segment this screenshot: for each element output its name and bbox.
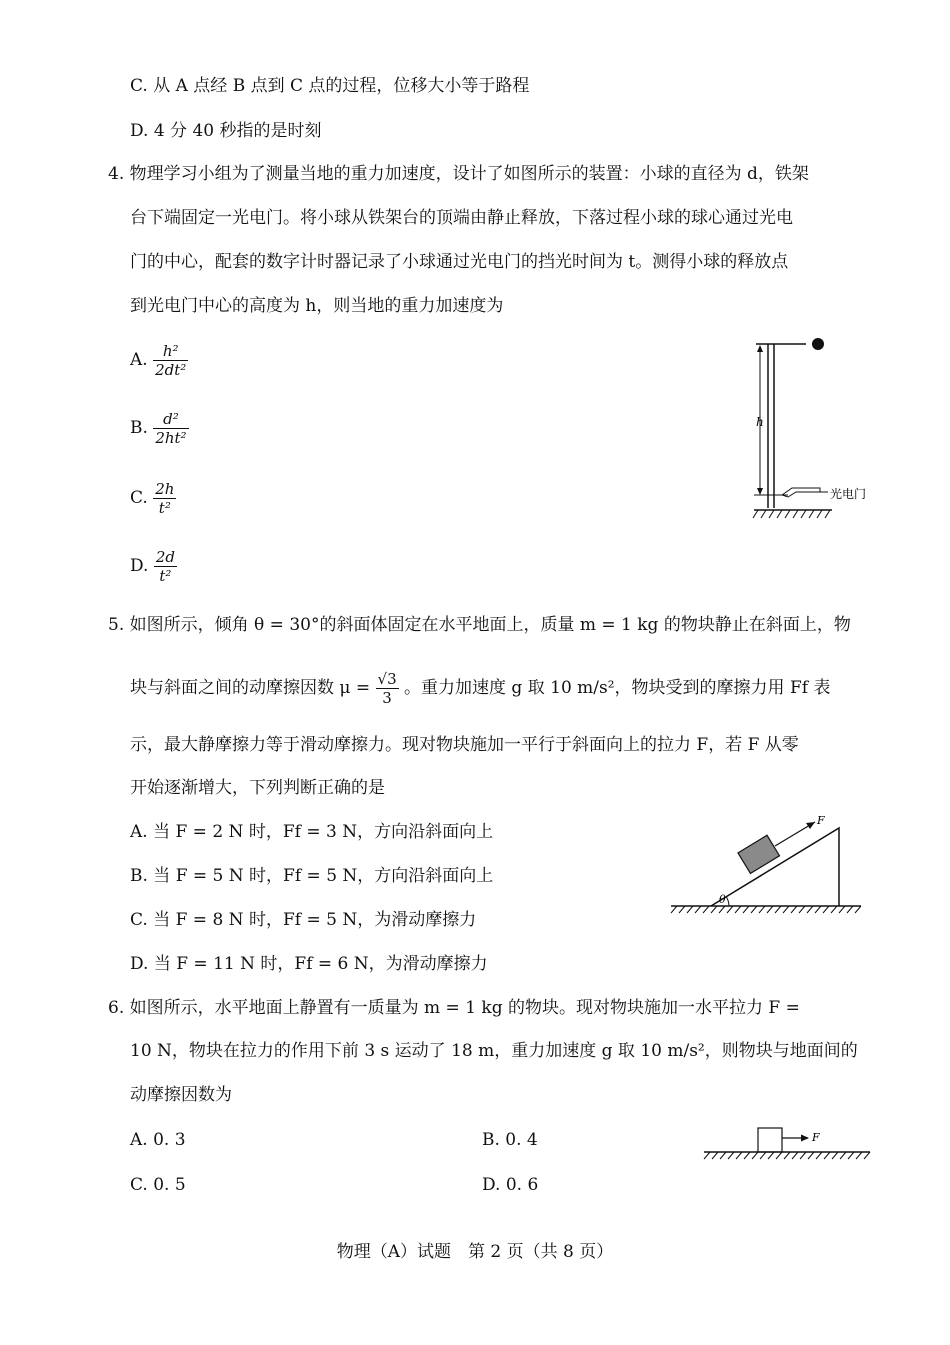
q6-stem-line-3: 动摩擦因数为 [130, 1085, 232, 1105]
q4-option-b [130, 410, 189, 447]
q6-force-arrowhead-icon [801, 1135, 809, 1142]
q4-option-c-label: C. [130, 488, 148, 508]
q5-option-a: A. 当 F = 2 N 时，Ff = 3 N，方向沿斜面向上 [130, 822, 494, 842]
q5-stem-line-1: 5. 如图所示，倾角 θ = 30°的斜面体固定在水平地面上，质量 m = 1 kg 的物块静止在斜面上，物 [108, 615, 851, 635]
q6-option-a: A. 0. 3 [130, 1130, 186, 1150]
q5-option-b: B. 当 F = 5 N 时，Ff = 5 N，方向沿斜面向上 [130, 866, 494, 886]
q4-option-a [130, 342, 188, 379]
q4-option-a-label: A. [130, 350, 148, 370]
q4-stem-line-3: 门的中心，配套的数字计时器记录了小球通过光电门的挡光时间为 t。测得小球的释放点 [130, 252, 789, 272]
q4-option-a-numerator: h² [153, 342, 188, 361]
q4-option-d-denominator: t² [159, 567, 172, 585]
stand-base-hatching [753, 510, 830, 518]
q6-option-c: C. 0. 5 [130, 1175, 186, 1195]
q4-option-b-label: B. [130, 418, 148, 438]
q5-mu-fraction [376, 670, 399, 707]
q4-option-a-denominator: 2dt² [155, 361, 187, 379]
q4-option-b-denominator: 2ht² [155, 429, 187, 447]
q5-stem-line-3: 示，最大静摩擦力等于滑动摩擦力。现对物块施加一平行于斜面向上的拉力 F，若 F 从零 [130, 735, 799, 755]
q4-option-c [130, 480, 176, 517]
q5-force-arrowhead-icon [806, 822, 815, 829]
q4-stem-line-4: 到光电门中心的高度为 h，则当地的重力加速度为 [130, 296, 504, 316]
q4-stem-line-2: 台下端固定一光电门。将小球从铁架台的顶端由静止释放，下落过程小球的球心通过光电 [130, 208, 793, 228]
q5-stem-line-2 [130, 670, 830, 707]
q4-option-a-fraction [153, 342, 188, 379]
q6-stem-line-2: 10 N，物块在拉力的作用下前 3 s 运动了 18 m，重力加速度 g 取 10 m/s²，则物块与地面间的 [130, 1041, 858, 1061]
q6-block-icon [758, 1128, 782, 1152]
q4-option-b-numerator: d² [153, 410, 188, 429]
q4-stem-line-1: 4. 物理学习小组为了测量当地的重力加速度，设计了如图所示的装置：小球的直径为 d，铁架 [108, 164, 809, 184]
q6-force-label: F [812, 1131, 820, 1144]
q6-ground-hatching [704, 1152, 870, 1159]
photogate-icon [782, 488, 820, 497]
height-label: h [756, 415, 764, 429]
q4-option-d-fraction [154, 548, 177, 585]
q6-stem-line-1: 6. 如图所示，水平地面上静置有一质量为 m = 1 kg 的物块。现对物块施加一水平拉力 F = [108, 998, 800, 1018]
theta-label: θ [719, 893, 726, 906]
page-footer: 物理（A）试题 第 2 页（共 8 页） [336, 1242, 614, 1262]
q4-option-c-denominator: t² [158, 499, 171, 517]
q3-option-c: C. 从 A 点经 B 点到 C 点的过程，位移大小等于路程 [130, 76, 530, 96]
q3-option-d: D. 4 分 40 秒指的是时刻 [130, 121, 322, 141]
q4-option-b-fraction [153, 410, 188, 447]
q4-option-c-numerator: 2h [155, 480, 175, 498]
height-arrow-top-icon [757, 345, 763, 352]
ball-icon [812, 338, 824, 350]
q5-mu-numerator: √3 [377, 670, 397, 688]
q4-apparatus-figure [740, 330, 890, 530]
q5-option-d: D. 当 F = 11 N 时，Ff = 6 N，为滑动摩擦力 [130, 954, 488, 974]
q4-option-d [130, 548, 177, 585]
q4-option-c-fraction [153, 480, 176, 517]
q5-gravity-text: 。重力加速度 g 取 10 m/s²，物块受到的摩擦力用 Ff 表 [404, 678, 831, 698]
q5-incline-figure [665, 812, 865, 922]
q5-ground-hatching [671, 906, 861, 913]
q6-option-b: B. 0. 4 [482, 1130, 538, 1150]
angle-arc [726, 897, 729, 906]
q5-force-label: F [817, 814, 825, 827]
q6-block-figure [700, 1120, 875, 1165]
q5-stem-line-4: 开始逐渐增大，下列判断正确的是 [130, 778, 385, 798]
q6-option-d: D. 0. 6 [482, 1175, 539, 1195]
q5-mu-text: 块与斜面之间的动摩擦因数 μ = [130, 678, 371, 698]
photogate-label: 光电门 [830, 487, 867, 501]
q4-option-d-label: D. [130, 556, 149, 576]
height-arrow-bottom-icon [757, 488, 763, 495]
q5-mu-denominator: 3 [382, 689, 392, 707]
q5-option-c: C. 当 F = 8 N 时，Ff = 5 N，为滑动摩擦力 [130, 910, 477, 930]
q4-option-d-numerator: 2d [155, 548, 175, 566]
incline-triangle [711, 828, 839, 906]
